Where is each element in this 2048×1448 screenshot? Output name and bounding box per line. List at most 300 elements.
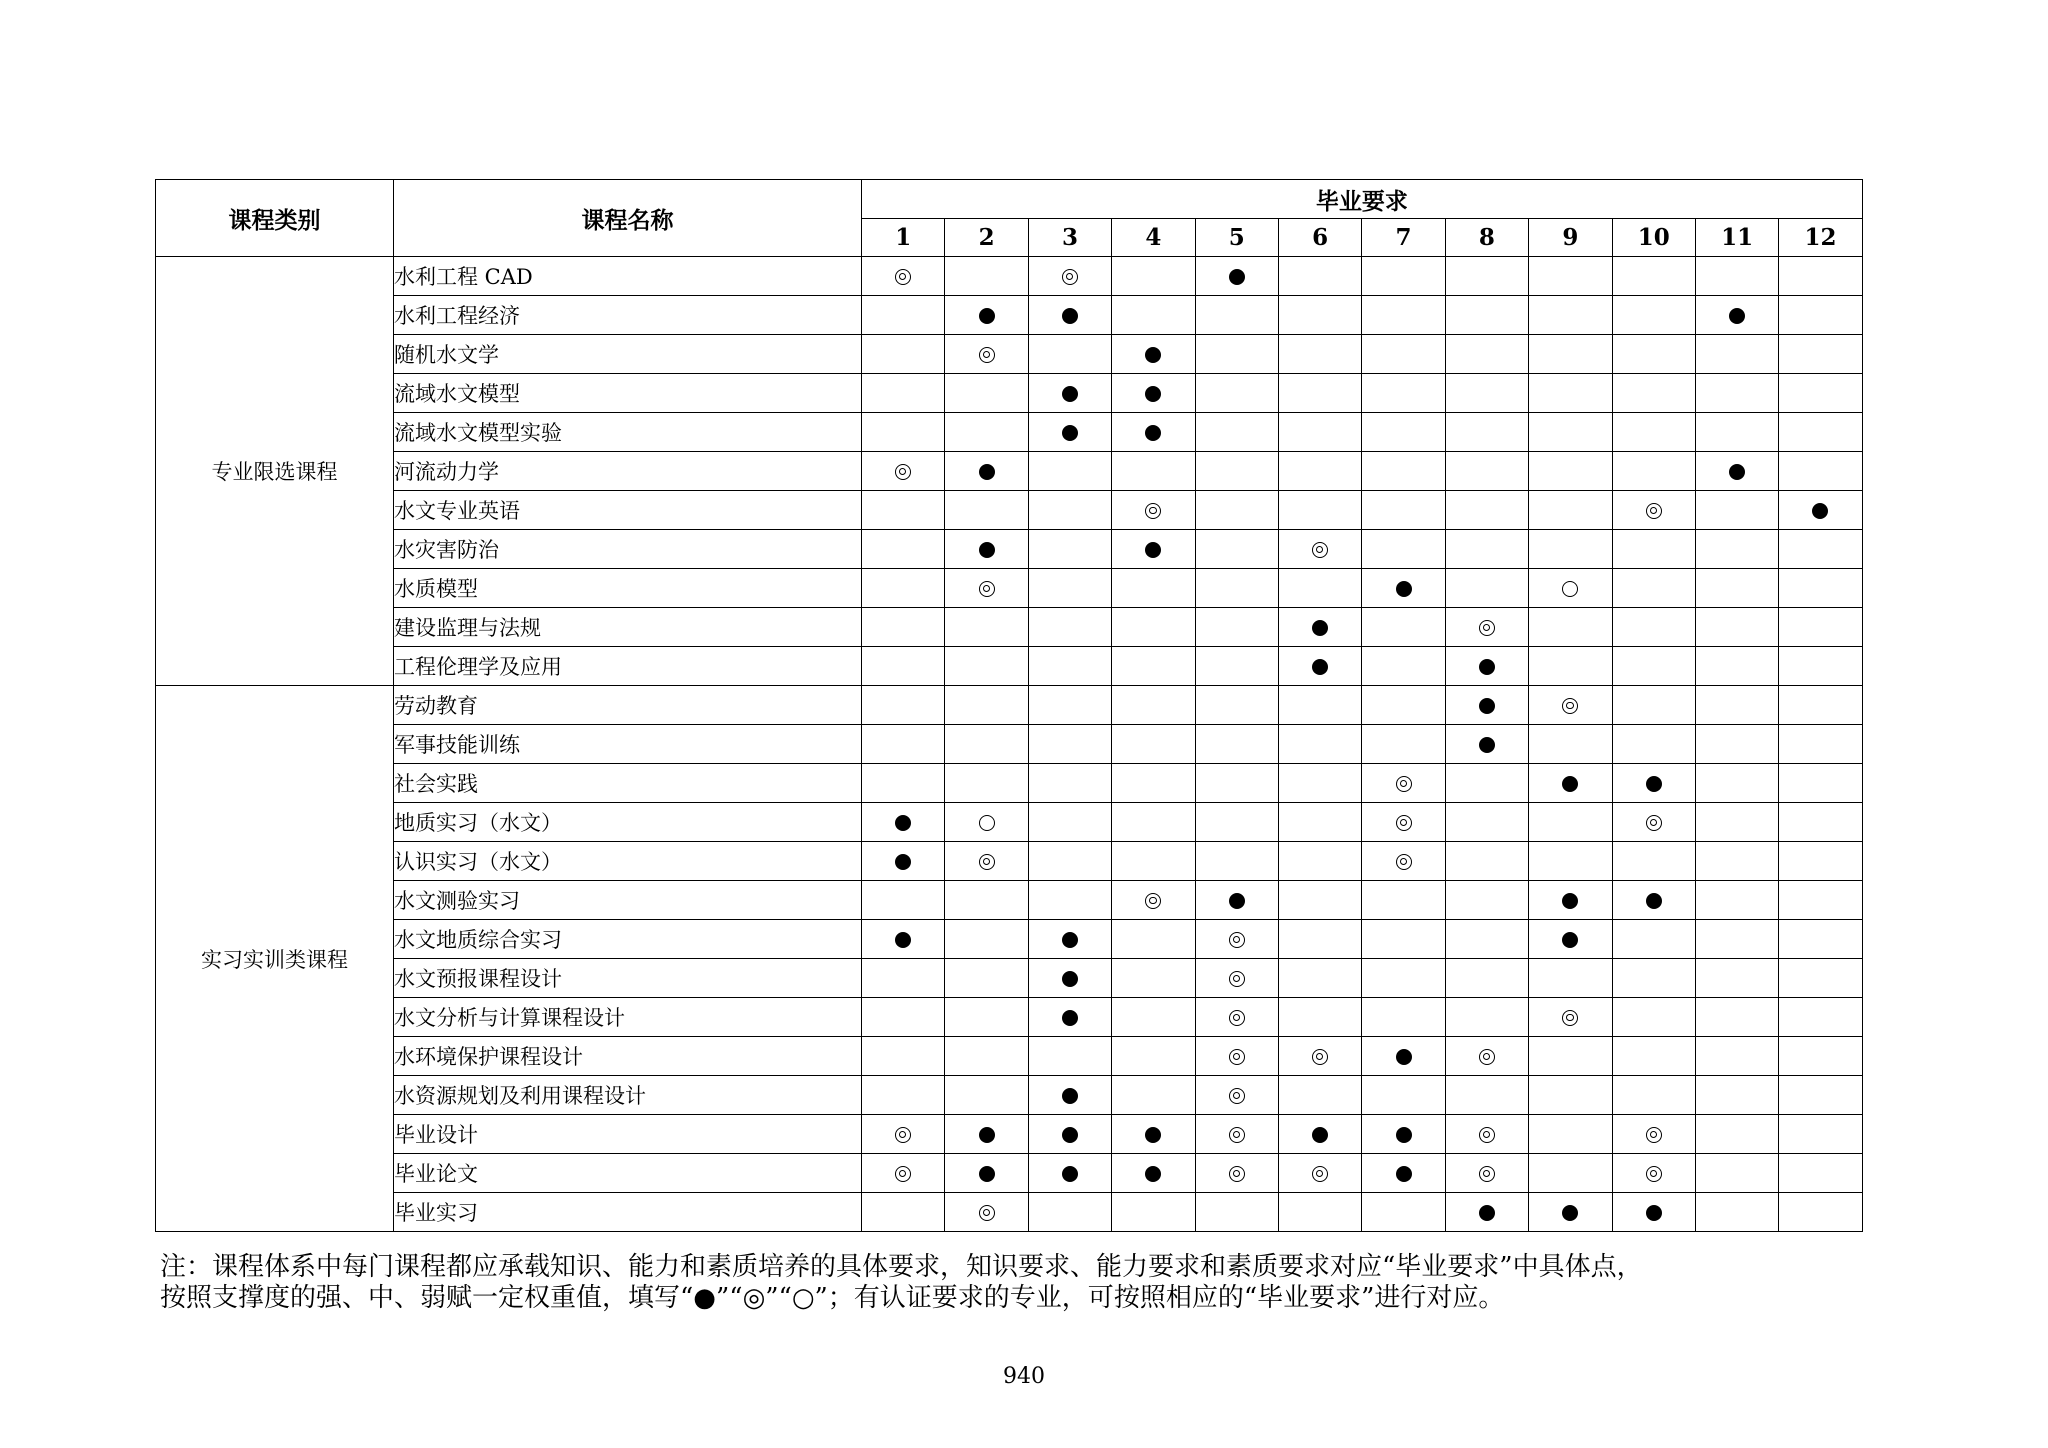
mark-cell (1112, 413, 1195, 452)
mark-cell (1195, 1037, 1278, 1076)
note-line-1: 注：课程体系中每门课程都应承载知识、能力和素质培养的具体要求，知识要求、能力要求和素质要求对应“毕业要求”中具体点， (160, 1252, 1643, 1282)
mark-cell (1195, 764, 1278, 803)
mark-cell (862, 1115, 945, 1154)
mark-cell (1695, 1154, 1778, 1193)
mark-cell (945, 1193, 1028, 1232)
mark-cell (1529, 842, 1612, 881)
mark-cell (1612, 959, 1695, 998)
mark-cell (1362, 608, 1445, 647)
header-graduation-requirements: 毕业要求 (862, 180, 1863, 219)
mark-cell (1612, 374, 1695, 413)
mark-cell (1028, 530, 1111, 569)
mark-cell (1779, 998, 1862, 1037)
strong-support-icon (1646, 893, 1662, 909)
medium-support-icon (1646, 1166, 1662, 1182)
mark-cell (1695, 881, 1778, 920)
strong-support-icon (979, 542, 995, 558)
strong-support-icon (1145, 1166, 1161, 1182)
mark-cell (1112, 881, 1195, 920)
medium-support-icon (1229, 1127, 1245, 1143)
mark-cell (1445, 1076, 1528, 1115)
course-name-cell: 毕业论文 (394, 1154, 862, 1193)
mark-cell (1445, 686, 1528, 725)
mark-cell (945, 764, 1028, 803)
mark-cell (945, 413, 1028, 452)
mark-cell (1529, 257, 1612, 296)
mark-cell (1278, 257, 1361, 296)
mark-cell (1445, 803, 1528, 842)
mark-cell (1195, 842, 1278, 881)
mark-cell (1112, 764, 1195, 803)
mark-cell (1529, 881, 1612, 920)
mark-cell (1028, 608, 1111, 647)
strong-support-icon (1729, 308, 1745, 324)
mark-cell (1278, 569, 1361, 608)
course-name-cell: 毕业设计 (394, 1115, 862, 1154)
mark-cell (1112, 296, 1195, 335)
mark-cell (1779, 608, 1862, 647)
medium-support-icon (1562, 698, 1578, 714)
mark-cell (1779, 1154, 1862, 1193)
course-name-cell: 水利工程经济 (394, 296, 862, 335)
mark-cell (1278, 764, 1361, 803)
mark-cell (945, 1037, 1028, 1076)
mark-cell (1112, 452, 1195, 491)
mark-cell (1612, 647, 1695, 686)
note-line-2: 按照支撑度的强、中、弱赋一定权重值，填写“●”“◎”“○”；有认证要求的专业，可按照相应的“毕业要求”进行对应。 (160, 1283, 1505, 1313)
mark-cell (945, 1115, 1028, 1154)
mark-cell (1195, 647, 1278, 686)
course-name-cell: 水质模型 (394, 569, 862, 608)
strong-support-icon (1646, 1205, 1662, 1221)
mark-cell (1779, 764, 1862, 803)
table-row (156, 803, 1863, 842)
mark-cell (1195, 374, 1278, 413)
mark-cell (1112, 998, 1195, 1037)
mark-cell (1445, 764, 1528, 803)
mark-cell (1529, 1076, 1612, 1115)
table-row (156, 335, 1863, 374)
mark-cell (1445, 1037, 1528, 1076)
mark-cell (1612, 530, 1695, 569)
mark-cell (1112, 257, 1195, 296)
mark-cell (1779, 647, 1862, 686)
strong-support-icon (1229, 269, 1245, 285)
course-name-cell: 水文分析与计算课程设计 (394, 998, 862, 1037)
mark-cell (1695, 452, 1778, 491)
mark-cell (1529, 569, 1612, 608)
mark-cell (862, 335, 945, 374)
strong-support-icon (1729, 464, 1745, 480)
mark-cell (1195, 725, 1278, 764)
requirement-number: 1 (862, 219, 945, 257)
strong-support-icon (1479, 698, 1495, 714)
mark-cell (1028, 1115, 1111, 1154)
medium-support-icon (1646, 1127, 1662, 1143)
table-row (156, 920, 1863, 959)
mark-cell (1028, 1076, 1111, 1115)
medium-support-icon (895, 269, 911, 285)
mark-cell (1362, 803, 1445, 842)
table-row (156, 959, 1863, 998)
medium-support-icon (1062, 269, 1078, 285)
strong-support-icon (1145, 347, 1161, 363)
mark-cell (1278, 686, 1361, 725)
mark-cell (1695, 413, 1778, 452)
mark-cell (862, 452, 945, 491)
mark-cell (1195, 452, 1278, 491)
mark-cell (1112, 1154, 1195, 1193)
mark-cell (1695, 725, 1778, 764)
mark-cell (1278, 1076, 1361, 1115)
mark-cell (1695, 959, 1778, 998)
strong-support-icon (979, 1127, 995, 1143)
strong-support-icon (895, 815, 911, 831)
mark-cell (1195, 1076, 1278, 1115)
table-row (156, 842, 1863, 881)
medium-support-icon (1479, 1127, 1495, 1143)
mark-cell (862, 1076, 945, 1115)
mark-cell (945, 920, 1028, 959)
mark-cell (862, 803, 945, 842)
mark-cell (1445, 920, 1528, 959)
mark-cell (1028, 881, 1111, 920)
mark-cell (945, 725, 1028, 764)
category-cell: 专业限选课程 (156, 257, 394, 686)
mark-cell (862, 686, 945, 725)
mark-cell (1278, 374, 1361, 413)
mark-cell (1445, 257, 1528, 296)
mark-cell (945, 1076, 1028, 1115)
requirement-number: 12 (1779, 219, 1862, 257)
mark-cell (1195, 803, 1278, 842)
mark-cell (945, 296, 1028, 335)
mark-cell (945, 374, 1028, 413)
mark-cell (1278, 881, 1361, 920)
mark-cell (1612, 608, 1695, 647)
table-row (156, 1154, 1863, 1193)
mark-cell (1779, 413, 1862, 452)
medium-support-icon (1479, 1049, 1495, 1065)
mark-cell (1529, 920, 1612, 959)
header-category: 课程类别 (156, 180, 394, 257)
mark-cell (862, 1193, 945, 1232)
mark-cell (862, 413, 945, 452)
mark-cell (1278, 1193, 1361, 1232)
strong-support-icon (1479, 737, 1495, 753)
mark-cell (1445, 959, 1528, 998)
mark-cell (1695, 998, 1778, 1037)
mark-cell (945, 257, 1028, 296)
medium-support-icon (1646, 815, 1662, 831)
mark-cell (1362, 842, 1445, 881)
mark-cell (1028, 647, 1111, 686)
mark-cell (1195, 1193, 1278, 1232)
mark-cell (1529, 959, 1612, 998)
mark-cell (1612, 686, 1695, 725)
medium-support-icon (1145, 893, 1161, 909)
medium-support-icon (1396, 815, 1412, 831)
course-name-cell: 认识实习（水文） (394, 842, 862, 881)
mark-cell (1779, 725, 1862, 764)
mark-cell (1445, 452, 1528, 491)
mark-cell (1612, 998, 1695, 1037)
mark-cell (1779, 920, 1862, 959)
mark-cell (1112, 374, 1195, 413)
mark-cell (1278, 296, 1361, 335)
table-row (156, 296, 1863, 335)
mark-cell (1695, 764, 1778, 803)
mark-cell (1362, 764, 1445, 803)
mark-cell (1195, 413, 1278, 452)
table-header (156, 180, 1863, 257)
mark-cell (1278, 1154, 1361, 1193)
mark-cell (1362, 335, 1445, 374)
mark-cell (1195, 335, 1278, 374)
mark-cell (1612, 296, 1695, 335)
mark-cell (1112, 647, 1195, 686)
mark-cell (1612, 491, 1695, 530)
medium-support-icon (979, 854, 995, 870)
mark-cell (1695, 1193, 1778, 1232)
mark-cell (1612, 1037, 1695, 1076)
mark-cell (1612, 1076, 1695, 1115)
strong-support-icon (979, 464, 995, 480)
mark-cell (1445, 491, 1528, 530)
course-name-cell: 地质实习（水文） (394, 803, 862, 842)
mark-cell (1779, 335, 1862, 374)
mark-cell (1529, 764, 1612, 803)
table-row (156, 374, 1863, 413)
mark-cell (1445, 1154, 1528, 1193)
strong-support-icon (895, 854, 911, 870)
mark-cell (1028, 920, 1111, 959)
mark-cell (1695, 842, 1778, 881)
medium-support-icon (1229, 1010, 1245, 1026)
mark-cell (1779, 1076, 1862, 1115)
mark-cell (945, 1154, 1028, 1193)
strong-support-icon (1229, 893, 1245, 909)
mark-cell (862, 647, 945, 686)
strong-support-icon (1145, 542, 1161, 558)
strong-support-icon (1312, 1127, 1328, 1143)
mark-cell (1112, 335, 1195, 374)
mark-cell (1362, 1037, 1445, 1076)
mark-cell (1529, 296, 1612, 335)
table-body (156, 257, 1863, 1232)
table-row (156, 1037, 1863, 1076)
mark-cell (1112, 530, 1195, 569)
strong-support-icon (1562, 1205, 1578, 1221)
table-row (156, 530, 1863, 569)
mark-cell (1695, 1037, 1778, 1076)
mark-cell (1612, 803, 1695, 842)
medium-support-icon (1229, 1088, 1245, 1104)
strong-support-icon (1062, 1010, 1078, 1026)
weak-support-icon (979, 815, 995, 831)
mark-cell (1112, 1193, 1195, 1232)
mark-cell (1195, 686, 1278, 725)
mark-cell (1779, 374, 1862, 413)
mark-cell (1028, 998, 1111, 1037)
mark-cell (1028, 1193, 1111, 1232)
mark-cell (1445, 998, 1528, 1037)
mark-cell (1779, 1115, 1862, 1154)
mark-cell (1445, 881, 1528, 920)
course-name-cell: 随机水文学 (394, 335, 862, 374)
mark-cell (1529, 1037, 1612, 1076)
mark-cell (1612, 452, 1695, 491)
mark-cell (1445, 842, 1528, 881)
strong-support-icon (1479, 659, 1495, 675)
mark-cell (1362, 296, 1445, 335)
mark-cell (1362, 920, 1445, 959)
medium-support-icon (1396, 854, 1412, 870)
requirement-number: 11 (1695, 219, 1778, 257)
mark-cell (1779, 296, 1862, 335)
requirement-number: 9 (1529, 219, 1612, 257)
requirement-number: 10 (1612, 219, 1695, 257)
mark-cell (862, 374, 945, 413)
mark-cell (1362, 647, 1445, 686)
mark-cell (1362, 452, 1445, 491)
mark-cell (1695, 1115, 1778, 1154)
medium-support-icon (1312, 1049, 1328, 1065)
mark-cell (1278, 842, 1361, 881)
strong-support-icon (1312, 659, 1328, 675)
mark-cell (1362, 998, 1445, 1037)
strong-support-icon (1145, 425, 1161, 441)
course-name-cell: 军事技能训练 (394, 725, 862, 764)
mark-cell (1612, 1115, 1695, 1154)
course-name-cell: 水文预报课程设计 (394, 959, 862, 998)
mark-cell (1278, 452, 1361, 491)
mark-cell (862, 257, 945, 296)
mark-cell (1529, 647, 1612, 686)
table-row (156, 1076, 1863, 1115)
mark-cell (1278, 608, 1361, 647)
mark-cell (1695, 257, 1778, 296)
mark-cell (1612, 764, 1695, 803)
strong-support-icon (1646, 776, 1662, 792)
table-row (156, 569, 1863, 608)
strong-support-icon (1062, 971, 1078, 987)
mark-cell (1695, 296, 1778, 335)
mark-cell (945, 686, 1028, 725)
mark-cell (1612, 1193, 1695, 1232)
category-cell: 实习实训类课程 (156, 686, 394, 1232)
table-row (156, 1193, 1863, 1232)
table-row (156, 1115, 1863, 1154)
course-name-cell: 河流动力学 (394, 452, 862, 491)
mark-cell (1112, 686, 1195, 725)
mark-cell (1779, 959, 1862, 998)
strong-support-icon (1062, 932, 1078, 948)
mark-cell (1529, 452, 1612, 491)
course-name-cell: 水文地质综合实习 (394, 920, 862, 959)
strong-support-icon (1396, 1127, 1412, 1143)
mark-cell (862, 491, 945, 530)
course-name-cell: 毕业实习 (394, 1193, 862, 1232)
mark-cell (1195, 998, 1278, 1037)
mark-cell (1445, 647, 1528, 686)
table-row (156, 686, 1863, 725)
mark-cell (1028, 1154, 1111, 1193)
course-name-cell: 劳动教育 (394, 686, 862, 725)
mark-cell (1028, 1037, 1111, 1076)
mark-cell (1362, 959, 1445, 998)
mark-cell (1695, 335, 1778, 374)
mark-cell (862, 959, 945, 998)
mark-cell (1612, 1154, 1695, 1193)
mark-cell (1779, 686, 1862, 725)
strong-support-icon (1062, 1166, 1078, 1182)
mark-cell (1779, 881, 1862, 920)
mark-cell (1028, 413, 1111, 452)
mark-cell (1779, 1037, 1862, 1076)
mark-cell (1028, 335, 1111, 374)
mark-cell (1695, 491, 1778, 530)
mark-cell (1529, 803, 1612, 842)
course-name-cell: 社会实践 (394, 764, 862, 803)
mark-cell (1445, 1115, 1528, 1154)
mark-cell (1362, 257, 1445, 296)
mark-cell (1612, 413, 1695, 452)
strong-support-icon (1396, 1049, 1412, 1065)
requirement-number: 3 (1028, 219, 1111, 257)
mark-cell (1695, 569, 1778, 608)
mark-cell (1445, 725, 1528, 764)
mark-cell (1112, 1076, 1195, 1115)
mark-cell (1779, 530, 1862, 569)
mark-cell (1195, 296, 1278, 335)
table-row (156, 725, 1863, 764)
course-name-cell: 水文专业英语 (394, 491, 862, 530)
course-name-cell: 流域水文模型实验 (394, 413, 862, 452)
mark-cell (862, 1154, 945, 1193)
mark-cell (1779, 842, 1862, 881)
mark-cell (1612, 881, 1695, 920)
mark-cell (1278, 803, 1361, 842)
mark-cell (862, 842, 945, 881)
requirement-number: 8 (1445, 219, 1528, 257)
weak-support-icon (1562, 581, 1578, 597)
requirement-number: 6 (1278, 219, 1361, 257)
mark-cell (1695, 374, 1778, 413)
course-name-cell: 水资源规划及利用课程设计 (394, 1076, 862, 1115)
mark-cell (1112, 803, 1195, 842)
mark-cell (1445, 413, 1528, 452)
medium-support-icon (895, 464, 911, 480)
mark-cell (1695, 803, 1778, 842)
mark-cell (1195, 491, 1278, 530)
mark-cell (1195, 530, 1278, 569)
medium-support-icon (1229, 1166, 1245, 1182)
mark-cell (1529, 998, 1612, 1037)
mark-cell (862, 998, 945, 1037)
strong-support-icon (1396, 1166, 1412, 1182)
mark-cell (945, 530, 1028, 569)
medium-support-icon (1229, 971, 1245, 987)
mark-cell (1195, 569, 1278, 608)
mark-cell (1529, 608, 1612, 647)
course-name-cell: 水文测验实习 (394, 881, 862, 920)
strong-support-icon (1145, 386, 1161, 402)
mark-cell (1278, 530, 1361, 569)
mark-cell (862, 881, 945, 920)
mark-cell (1028, 452, 1111, 491)
mark-cell (1112, 959, 1195, 998)
